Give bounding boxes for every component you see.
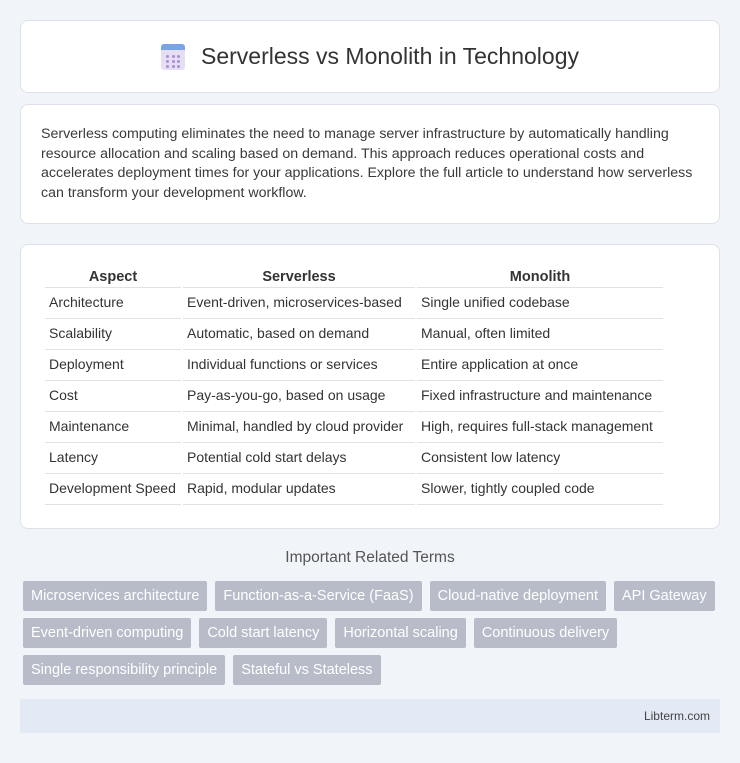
table-row [45, 411, 663, 442]
header-monolith: Monolith [509, 269, 571, 285]
cell-serverless: Individual functions or services [183, 349, 415, 380]
cell-aspect: Architecture [45, 287, 181, 318]
cell-monolith: High, requires full-stack management [417, 411, 663, 442]
tag-single-responsibility-principle[interactable]: Single responsibility principle [23, 655, 225, 685]
table-row [45, 380, 663, 411]
tag-cloud-native-deployment[interactable]: Cloud-native deployment [430, 581, 606, 611]
related-terms-title: Important Related Terms [285, 549, 455, 566]
title-card [20, 20, 720, 93]
tag-cold-start-latency[interactable]: Cold start latency [199, 618, 327, 648]
cell-aspect: Cost [45, 380, 181, 411]
header-aspect: Aspect [88, 269, 138, 285]
cell-serverless: Pay-as-you-go, based on usage [183, 380, 415, 411]
tag-api-gateway[interactable]: API Gateway [614, 581, 715, 611]
cell-monolith: Slower, tightly coupled code [417, 473, 663, 505]
cell-monolith: Manual, often limited [417, 318, 663, 349]
intro-text: Serverless computing eliminates the need to manage server infrastructure by automatically handling resource allocation and scaling based on demand. This approach reduces operational costs and accelerates deployment times for your applications. Explore the full article to understand how serverless can transform your development workflow. [41, 126, 693, 201]
header-serverless: Serverless [262, 269, 336, 285]
calendar-icon [161, 44, 185, 70]
related-terms-list [23, 581, 723, 685]
cell-aspect: Scalability [45, 318, 181, 349]
cell-serverless: Automatic, based on demand [183, 318, 415, 349]
tag-event-driven-computing[interactable]: Event-driven computing [23, 618, 191, 648]
cell-serverless: Minimal, handled by cloud provider [183, 411, 415, 442]
cell-aspect: Deployment [45, 349, 181, 380]
cell-serverless: Event-driven, microservices-based [183, 287, 415, 318]
tag-microservices-architecture[interactable]: Microservices architecture [23, 581, 207, 611]
table-row [45, 287, 663, 318]
tag-function-as-a-service[interactable]: Function-as-a-Service (FaaS) [215, 581, 421, 611]
comparison-table [43, 265, 665, 505]
tag-horizontal-scaling[interactable]: Horizontal scaling [335, 618, 465, 648]
table-row [45, 473, 663, 505]
table-row [45, 442, 663, 473]
intro-card [20, 104, 720, 224]
cell-serverless: Rapid, modular updates [183, 473, 415, 505]
table-row [45, 349, 663, 380]
cell-serverless: Potential cold start delays [183, 442, 415, 473]
cell-aspect: Latency [45, 442, 181, 473]
cell-aspect: Development Speed [45, 473, 181, 505]
footer-brand-link[interactable]: Libterm.com [643, 709, 710, 723]
table-row [45, 318, 663, 349]
cell-monolith: Consistent low latency [417, 442, 663, 473]
page-title: Serverless vs Monolith in Technology [201, 43, 579, 69]
cell-monolith: Single unified codebase [417, 287, 663, 318]
cell-aspect: Maintenance [45, 411, 181, 442]
footer [20, 699, 720, 733]
table-header-row [45, 265, 663, 287]
cell-monolith: Entire application at once [417, 349, 663, 380]
tag-continuous-delivery[interactable]: Continuous delivery [474, 618, 617, 648]
comparison-card [20, 244, 720, 529]
tag-stateful-vs-stateless[interactable]: Stateful vs Stateless [233, 655, 380, 685]
cell-monolith: Fixed infrastructure and maintenance [417, 380, 663, 411]
